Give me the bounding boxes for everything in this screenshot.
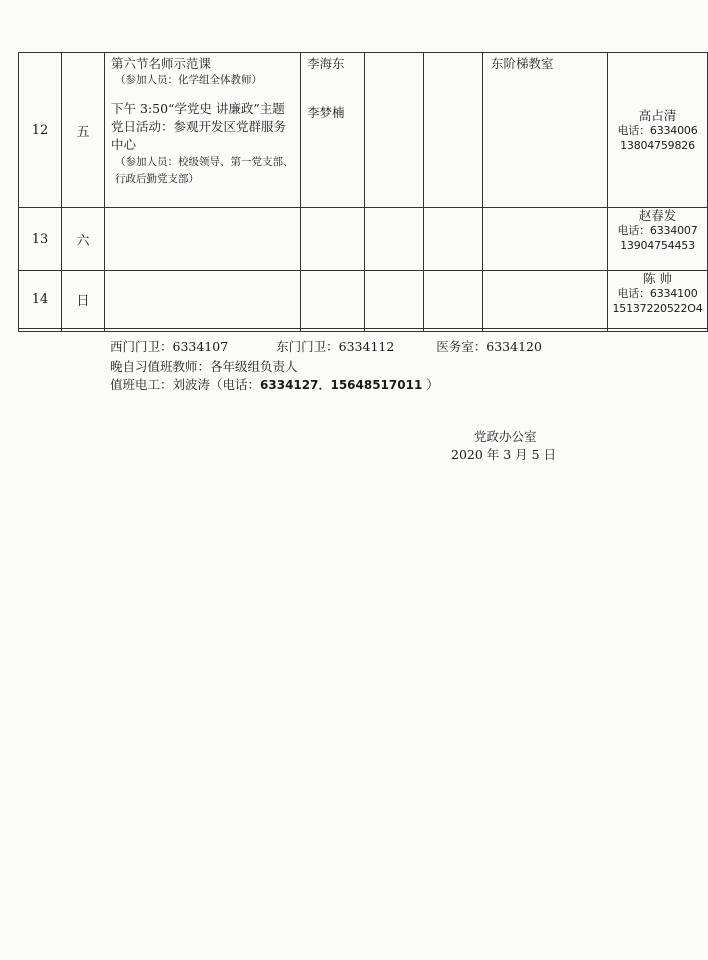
duty-cell [608, 271, 708, 329]
duty-name: 赵春发 [638, 208, 677, 223]
person-name: 李海东 [307, 56, 345, 71]
location-cell [483, 53, 608, 208]
weekday-label: 六 [76, 233, 90, 249]
duty-name: 高占清 [638, 107, 677, 123]
duty-phone: 电话：6334100 [617, 287, 698, 300]
duty-phone: 电话：6334006 [617, 123, 698, 137]
table-bottom-border [19, 329, 708, 332]
issue-date: 2020 年 3 月 5 日 [451, 447, 557, 462]
location-text: 东阶梯教室 [491, 56, 554, 71]
activity-main: 下午 3:50“学党史 讲廉政”主题党日活动：参观开发区党群服务中心 [111, 101, 287, 152]
evening-duty-line [110, 357, 298, 375]
duty-mobile: 13904754453 [620, 239, 695, 252]
electrician-label: 值班电工：刘波涛（电话： [110, 377, 261, 392]
electrician-line [110, 375, 439, 393]
empty-cell [105, 271, 301, 329]
empty-cell [424, 53, 483, 208]
table-row [19, 208, 708, 271]
duty-mobile: 15137220522O4 [612, 302, 703, 315]
person-name: 李梦楠 [307, 105, 345, 120]
empty-cell [301, 208, 365, 271]
person-cell [301, 53, 365, 208]
date-number: 14 [31, 292, 49, 307]
electrician-close: ） [426, 377, 439, 392]
activity-title: 第六节名师示范课 [111, 56, 212, 71]
evening-duty-text: 晚自习值班教师：各年级组负责人 [110, 359, 298, 374]
clinic-phone: 医务室：6334120 [436, 339, 542, 354]
activity-note: （参加人员：校级领导、第一党支部、行政后勤党支部） [115, 156, 294, 185]
date-cell [19, 208, 62, 271]
east-gate-phone: 东门门卫：6334112 [276, 339, 395, 354]
empty-cell [365, 53, 424, 208]
empty-cell [424, 271, 483, 329]
issuing-office: 党政办公室 [474, 429, 537, 444]
duty-cell [608, 208, 708, 271]
activity-cell [105, 53, 301, 208]
duty-mobile: 13804759826 [620, 138, 695, 152]
weekday-cell [62, 271, 105, 329]
activity-note: （参加人员：化学组全体教师） [115, 74, 262, 86]
west-gate-phone: 西门门卫：6334107 [110, 339, 229, 354]
date-cell [19, 271, 62, 329]
table-row [19, 271, 708, 329]
weekday-cell [62, 53, 105, 208]
empty-cell [365, 208, 424, 271]
date-number: 12 [31, 122, 49, 138]
empty-cell [105, 208, 301, 271]
weekday-label: 五 [76, 124, 90, 140]
weekday-cell [62, 208, 105, 271]
empty-cell [301, 271, 365, 329]
date-number: 13 [31, 231, 49, 247]
empty-cell [365, 271, 424, 329]
date-cell [19, 53, 62, 208]
duty-name: 陈 帅 [643, 271, 672, 286]
contact-line [110, 337, 542, 355]
weekday-label: 日 [76, 294, 90, 309]
empty-cell [483, 271, 608, 329]
schedule-table-main [18, 52, 708, 332]
empty-cell [483, 208, 608, 271]
duty-cell [608, 53, 708, 208]
electrician-phone: 6334127．15648517011 [260, 378, 423, 392]
duty-phone: 电话：6334007 [617, 224, 698, 237]
table-row [19, 53, 708, 208]
empty-cell [424, 208, 483, 271]
